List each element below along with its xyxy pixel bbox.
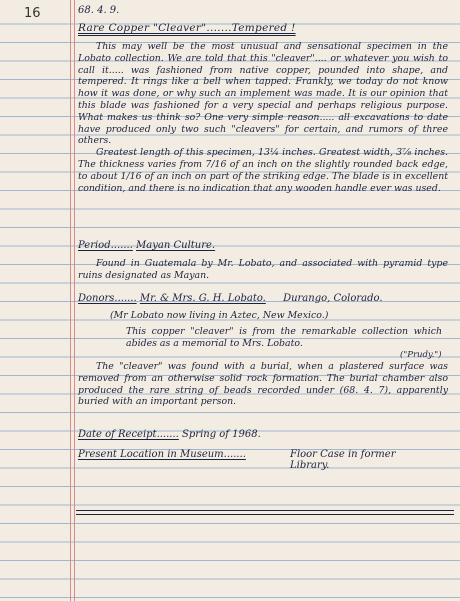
paragraph-2: Greatest length of this specimen, 13¼ inches. Greatest width, 3⅞ inches. The thickness varies from 7/16 of an inch on the slightly rounded back edge, to about 1/16 of an inch on part of the striking edge. The blade is in excellent condition, and there is no indication that any wooden handle ever was used. bbox=[78, 147, 448, 194]
receipt-value: Spring of 1968. bbox=[182, 429, 261, 440]
location-value: Floor Case in former Library. bbox=[290, 449, 396, 471]
donors-tag: ("Prudy.") bbox=[400, 350, 442, 360]
closing-rule-top bbox=[76, 510, 454, 511]
donors-line bbox=[78, 293, 448, 304]
donors-name: Mr. & Mrs. G. H. Lobato. bbox=[139, 293, 266, 304]
burial-block bbox=[78, 361, 448, 408]
receipt-label: Date of Receipt....... bbox=[78, 429, 179, 440]
period-line bbox=[78, 240, 448, 251]
item-title-text: Rare Copper "Cleaver".......Tempered ! bbox=[78, 22, 296, 34]
period-value: Mayan Culture. bbox=[136, 240, 216, 251]
donors-label: Donors....... bbox=[78, 293, 137, 304]
page-number: 16 bbox=[24, 6, 41, 21]
period-label: Period....... bbox=[78, 240, 133, 251]
donors-note: (Mr Lobato now living in Aztec, New Mexico.) bbox=[110, 310, 329, 321]
description-block bbox=[78, 41, 448, 194]
donors-place: Durango, Colorado. bbox=[283, 293, 383, 304]
donors-text-block bbox=[126, 326, 442, 350]
donors-text: This copper "cleaver" is from the remarkable collection which abides as a memorial to Mrs. Lobato. bbox=[126, 326, 442, 349]
paragraph-3: The "cleaver" was found with a burial, when a plastered surface was removed from an otherwise solid rock formation. The burial chamber also produced the rare string of beads recorded under (68. 4. 7), apparently buried with an important person. bbox=[78, 361, 448, 408]
catalog-number: 68. 4. 9. bbox=[78, 5, 120, 16]
found-text: Found in Guatemala by Mr. Lobato, and associated with pyramid type ruins designated as Mayan. bbox=[78, 258, 448, 281]
item-title bbox=[78, 22, 448, 34]
found-block bbox=[78, 258, 448, 282]
location-label: Present Location in Museum....... bbox=[78, 449, 246, 460]
closing-rule-bottom bbox=[76, 514, 454, 515]
paragraph-1: This may well be the most unusual and sensational specimen in the Lobato collection. We are told that this "cleaver".... or whatever you wish to call it..... was fashioned from native copper, pounded into shape, and tempered. It rings like a bell when tapped. Frankly, we today do not know how it was done, or why such an implement was made. It is our opinion that this blade was fashioned for a very special and perhaps religious purpose. What makes us think so? One very simple reason..... all excavations to date have produced only two such "cleavers" for certain, and rumors of three others. bbox=[78, 41, 448, 147]
receipt-line bbox=[78, 429, 448, 440]
